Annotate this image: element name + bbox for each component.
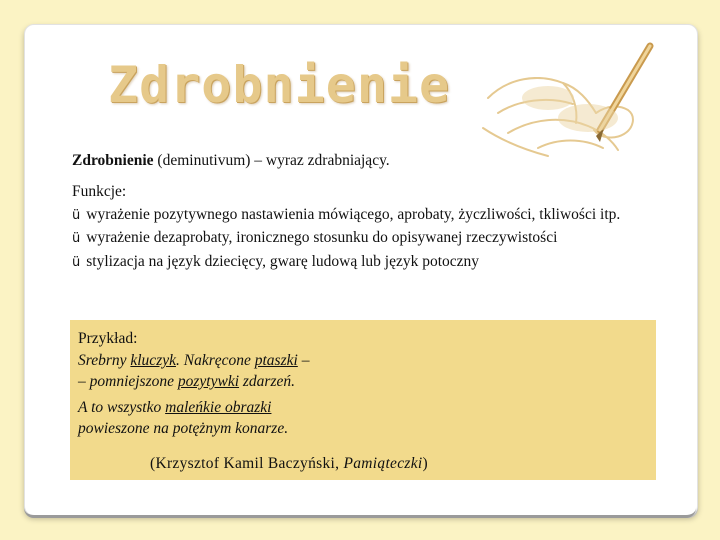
poem-line: A to wszystko maleńkie obrazki xyxy=(78,399,272,416)
diminutive-word: pozytywki xyxy=(177,373,240,390)
list-item xyxy=(72,251,642,275)
example-box xyxy=(70,320,656,480)
poem-line: powieszone na potężnym konarze. xyxy=(78,420,289,437)
diminutive-word: ptaszki xyxy=(254,352,298,369)
list-item-text: wyrażenie dezaprobaty, ironicznego stosunku do opisywanej rzeczywistości xyxy=(86,229,558,246)
poem-line: Srebrny kluczyk. Nakręcone ptaszki – xyxy=(78,352,310,369)
list-item xyxy=(72,227,642,251)
example-heading: Przykład: xyxy=(78,330,138,347)
hand-writing-with-pen-icon xyxy=(478,38,678,168)
checkmark-icon: ü xyxy=(72,231,81,246)
checkmark-icon: ü xyxy=(72,207,81,223)
page-title: Zdrobnienie xyxy=(108,56,451,114)
definition-term: Zdrobnienie xyxy=(72,152,154,169)
list-item-text: stylizacja na język dziecięcy, gwarę ludową lub język potoczny xyxy=(86,252,480,270)
definition xyxy=(72,152,652,170)
functions-section xyxy=(72,181,642,274)
definition-text: (deminutivum) – wyraz zdrabniający. xyxy=(153,152,390,169)
functions-heading: Funkcje: xyxy=(72,183,127,200)
source-title: Pamiąteczki xyxy=(343,455,423,472)
slide-bottom-rule xyxy=(24,505,696,518)
checkmark-icon: ü xyxy=(72,254,81,270)
list-item-text: wyrażenie pozytywnego nastawienia mówiącego, aprobaty, życzliwości, tkliwości itp. xyxy=(86,205,621,223)
poem-source: (Krzysztof Kamil Baczyński, Pamiąteczki) xyxy=(150,455,429,472)
poem-line: – pomniejszone pozytywki zdarzeń. xyxy=(78,373,295,390)
list-item xyxy=(72,204,642,228)
diminutive-word: kluczyk xyxy=(130,352,176,369)
diminutive-word: maleńkie obrazki xyxy=(165,399,272,416)
